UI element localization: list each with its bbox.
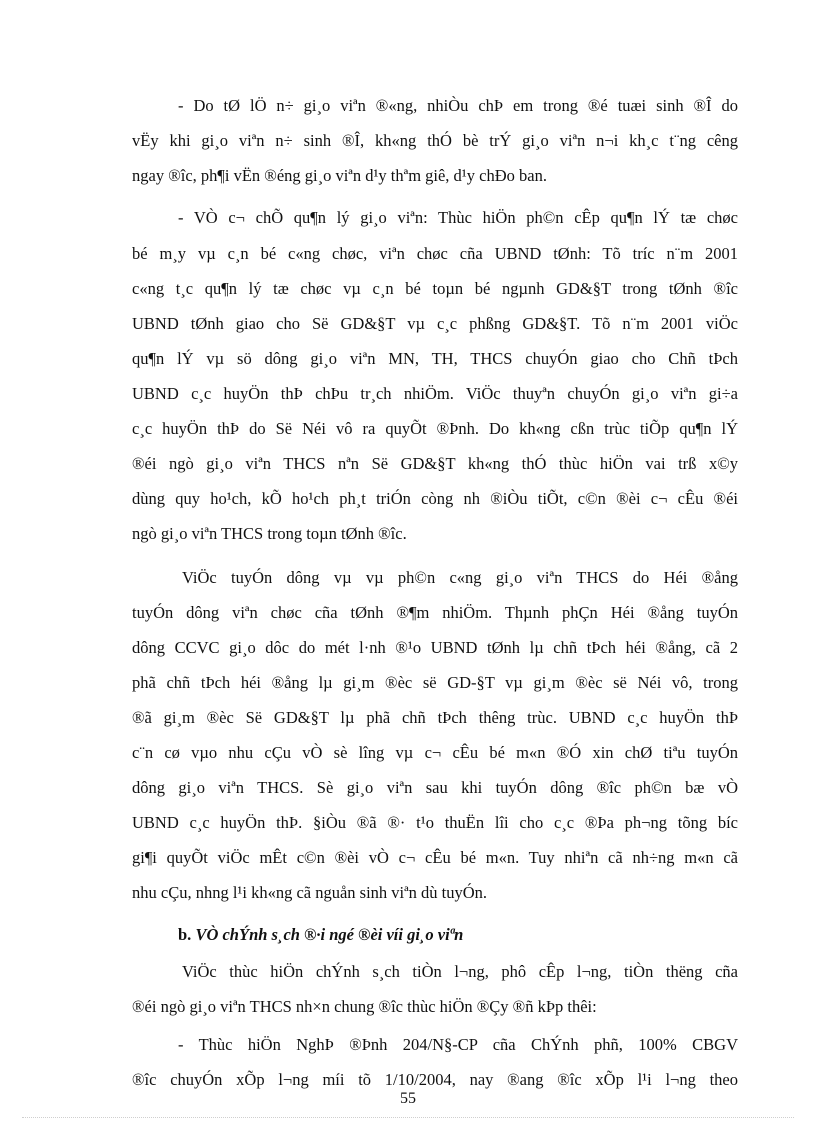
paragraph-line: tuyÓn dông viªn chøc cña tØnh ®¶m nhiÖm. Thµnh phÇn Héi ®ång tuyÓn — [132, 603, 738, 622]
paragraph-line: UBND c¸c huyÖn thÞ. §iÒu ®ã ®· t¹o thuËn lîi cho c¸c ®Þa ph¬ng tõng bíc — [132, 813, 738, 832]
paragraph-line: c¨n cø vµo nhu cÇu vÒ sè lîng vµ c¬ cÊu bé m«n ®Ó xin chØ tiªu tuyÓn — [132, 743, 738, 762]
paragraph-line: gi¶i quyÕt viÖc mÊt c©n ®èi vÒ c¬ cÊu bé m«n. Tuy nhiªn cã nh÷ng m«n cã — [132, 848, 738, 867]
paragraph-line: qu¶n lÝ vµ sö dông gi¸o viªn MN, TH, THCS chuyÓn giao cho Chñ tÞch — [132, 349, 738, 368]
paragraph-line: - Thùc hiÖn NghÞ ®Þnh 204/N§-CP cña ChÝnh phñ, 100% CBGV — [178, 1035, 738, 1054]
paragraph-line: UBND tØnh giao cho Së GD&§T vµ c¸c phßng GD&§T. Tõ n¨m 2001 viÖc — [132, 314, 738, 333]
paragraph-line: bé m¸y vµ c¸n bé c«ng chøc, viªn chøc cña UBND tØnh: Tõ tríc n¨m 2001 — [132, 244, 738, 263]
paragraph-line: - VÒ c¬ chÕ qu¶n lý gi¸o viªn: Thùc hiÖn ph©n cÊp qu¶n lÝ tæ chøc — [178, 208, 738, 227]
paragraph-line: ®éi ngò gi¸o viªn THCS nªn Së GD&§T kh«ng thÓ thùc hiÖn vai trß x©y — [132, 454, 738, 473]
paragraph-line: c¸c huyÖn thÞ do Së Néi vô ra quyÕt ®Þnh. Do kh«ng cßn trùc tiÕp qu¶n lÝ — [132, 419, 738, 438]
page-divider — [22, 1117, 794, 1118]
paragraph-line: nhu cÇu, nhng l¹i kh«ng cã nguån sinh viªn dù tuyÓn. — [132, 883, 488, 902]
paragraph-line: ®éi ngò gi¸o viªn THCS nh×n chung ®îc thùc hiÖn ®Çy ®ñ kÞp thêi: — [132, 997, 597, 1016]
paragraph-line: phã chñ tÞch héi ®ång lµ gi¸m ®èc së GD-§T vµ gi¸m ®èc së Néi vô, trong — [132, 673, 738, 692]
paragraph-line: ngay ®îc, ph¶i vËn ®éng gi¸o viªn d¹y thªm giê, d¹y chÐo ban. — [132, 166, 547, 185]
paragraph-line: UBND c¸c huyÖn thÞ chÞu tr¸ch nhiÖm. ViÖc thuyªn chuyÓn gi¸o viªn gi÷a — [132, 384, 738, 403]
section-heading-label: b. — [178, 925, 192, 944]
paragraph-line: dông CCVC gi¸o dôc do mét l·nh ®¹o UBND tØnh lµ chñ tÞch héi ®ång, cã 2 — [132, 638, 738, 657]
paragraph-line: vËy khi gi¸o viªn n÷ sinh ®Î, kh«ng thÓ bè trÝ gi¸o viªn n¬i kh¸c t¨ng cêng — [132, 131, 738, 150]
paragraph-line: ngò gi¸o viªn THCS trong toµn tØnh ®îc. — [132, 524, 407, 543]
paragraph-line: - Do tØ lÖ n÷ gi¸o viªn ®«ng, nhiÒu chÞ em trong ®é tuæi sinh ®Î do — [178, 96, 738, 115]
paragraph-line: dùng quy ho¹ch, kÕ ho¹ch ph¸t triÓn còng nh ®iÒu tiÕt, c©n ®èi c¬ cÊu ®éi — [132, 489, 738, 508]
paragraph-line: c«ng t¸c qu¶n lý tæ chøc vµ c¸n bé toµn bé ngµnh GD&§T trong tØnh ®îc — [132, 279, 738, 298]
section-heading-text: VÒ chÝnh s¸ch ®·i ngé ®èi víi gi¸o viªn — [195, 925, 464, 944]
paragraph-line: ®îc chuyÓn xÕp l¬ng míi tõ 1/10/2004, nay ®ang ®îc xÕp l¹i l¬ng theo — [132, 1070, 738, 1089]
paragraph-line: ViÖc tuyÓn dông vµ vµ ph©n c«ng gi¸o viªn THCS do Héi ®ång — [182, 568, 738, 587]
section-heading — [178, 925, 738, 945]
paragraph-line: ®ã gi¸m ®èc Së GD&§T lµ phã chñ tÞch thêng trùc. UBND c¸c huyÖn thÞ — [132, 708, 738, 727]
paragraph-line: dông gi¸o viªn THCS. Sè gi¸o viªn sau khi tuyÓn dông ®îc ph©n bæ vÒ — [132, 778, 738, 797]
paragraph-line: ViÖc thùc hiÖn chÝnh s¸ch tiÒn l¬ng, phô cÊp l¬ng, tiÒn thëng cña — [182, 962, 738, 981]
page-number: 55 — [400, 1090, 416, 1107]
